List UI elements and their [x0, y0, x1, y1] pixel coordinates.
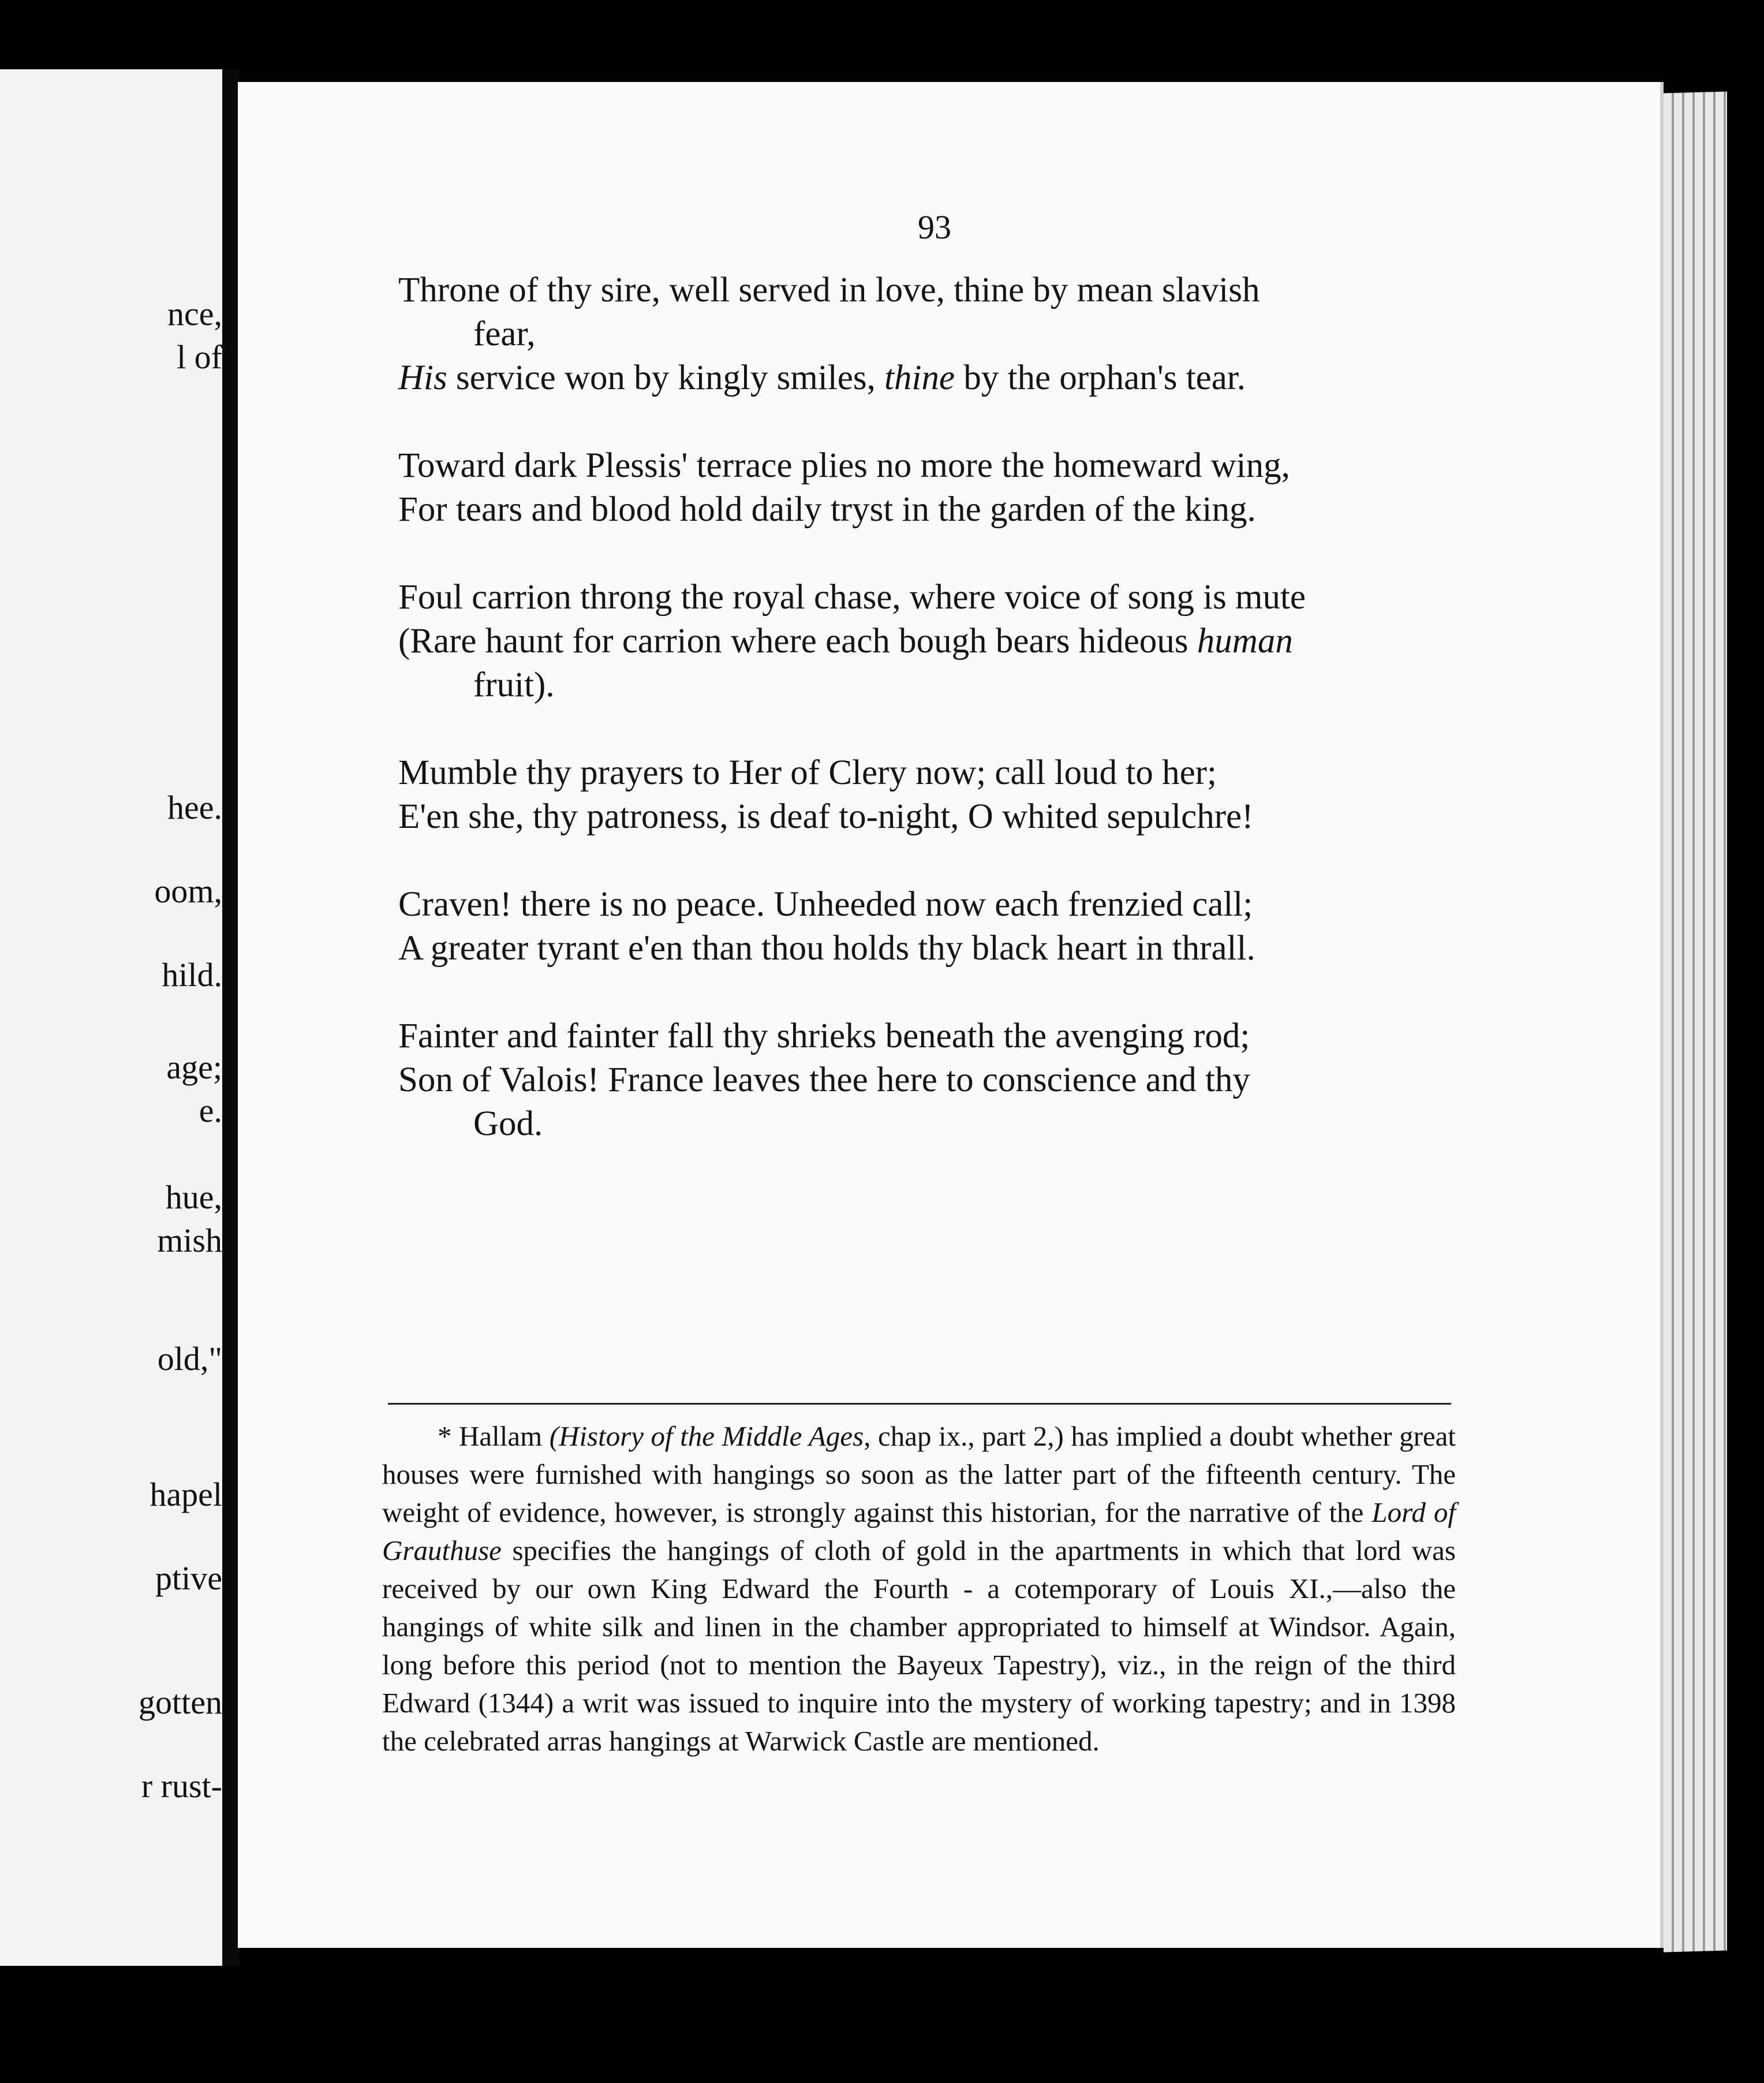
left-page-fragment: gotten	[139, 1683, 222, 1721]
left-page-fragment: ptive	[155, 1559, 222, 1597]
left-page-fragment: hee.	[167, 789, 222, 826]
stanza-1	[398, 268, 1481, 400]
footnote-rule	[388, 1403, 1451, 1405]
poem-line-turnover: God.	[473, 1104, 543, 1143]
stanza-2	[398, 444, 1481, 532]
left-page-fragment: hapel	[150, 1476, 222, 1513]
left-page-fragment: e.	[199, 1092, 222, 1129]
poem-line: Toward dark Plessis' terrace plies no more the homeward wing,	[398, 446, 1290, 485]
stanza-5	[398, 883, 1481, 970]
poem-line: His service won by kingly smiles, thine by the orphan's tear.	[398, 359, 1246, 397]
page-number: 93	[918, 208, 951, 246]
poem-line: E'en she, thy patroness, is deaf to-night, O whited sepulchre!	[398, 797, 1254, 836]
left-page-fragment: hue,	[165, 1178, 222, 1216]
stanza-4	[398, 751, 1481, 839]
page-edges	[1664, 92, 1727, 1953]
left-page	[0, 69, 222, 1966]
poem-line: For tears and blood hold daily tryst in the garden of the king.	[398, 490, 1256, 529]
poem-line: Throne of thy sire, well served in love, thine by mean slavish	[398, 271, 1260, 309]
poem-line: A greater tyrant e'en than thou holds thy black heart in thrall.	[398, 929, 1255, 968]
left-page-fragment: r rust-	[141, 1767, 222, 1805]
poem-line: Mumble thy prayers to Her of Clery now; call loud to her;	[398, 753, 1217, 792]
left-page-fragment: hild.	[162, 956, 222, 994]
poem-line: Son of Valois! France leaves thee here to conscience and thy	[398, 1061, 1250, 1099]
poem-line: Craven! there is no peace. Unheeded now each frenzied call;	[398, 885, 1253, 924]
poem-line: Fainter and fainter fall thy shrieks beneath the avenging rod;	[398, 1017, 1250, 1055]
poem-line: Foul carrion throng the royal chase, where voice of song is mute	[398, 578, 1306, 617]
left-page-fragment: age;	[166, 1048, 222, 1086]
poem-line: (Rare haunt for carrion where each bough bears hideous human	[398, 622, 1293, 660]
left-page-fragment: nce,	[167, 295, 222, 333]
stanza-6	[398, 1014, 1481, 1146]
left-page-fragment: mish	[157, 1222, 222, 1259]
poem-line-turnover: fear,	[473, 315, 536, 353]
footnote: * Hallam (History of the Middle Ages, chap ix., part 2,) has implied a doubt whether great houses were furnished with hangings so soon as the latter part of the fifteenth century. The weight of evidence, however, is strongly against this historian, for the narrative of the Lord of Grauthuse specifies the hangings of cloth of gold in the apartments in which that lord was received by our own King Edward the Fourth - a cotemporary of Louis XI.,—also the hangings of white silk and linen in the chamber appropriated to himself at Windsor. Again, long before this period (not to mention the Bayeux Tapestry), viz., in the reign of the third Edward (1344) a writ was issued to inquire into the mystery of working tapestry; and in 1398 the celebrated arras hangings at Warwick Castle are mentioned.	[382, 1420, 1456, 1757]
stanza-3	[398, 576, 1481, 707]
left-page-fragment: old,"	[157, 1340, 222, 1378]
poem	[398, 268, 1481, 1190]
poem-line-turnover: fruit).	[473, 666, 555, 704]
book-spine	[222, 69, 240, 1966]
left-page-fragment: oom,	[154, 872, 222, 910]
left-page-fragment: l of	[177, 338, 222, 376]
